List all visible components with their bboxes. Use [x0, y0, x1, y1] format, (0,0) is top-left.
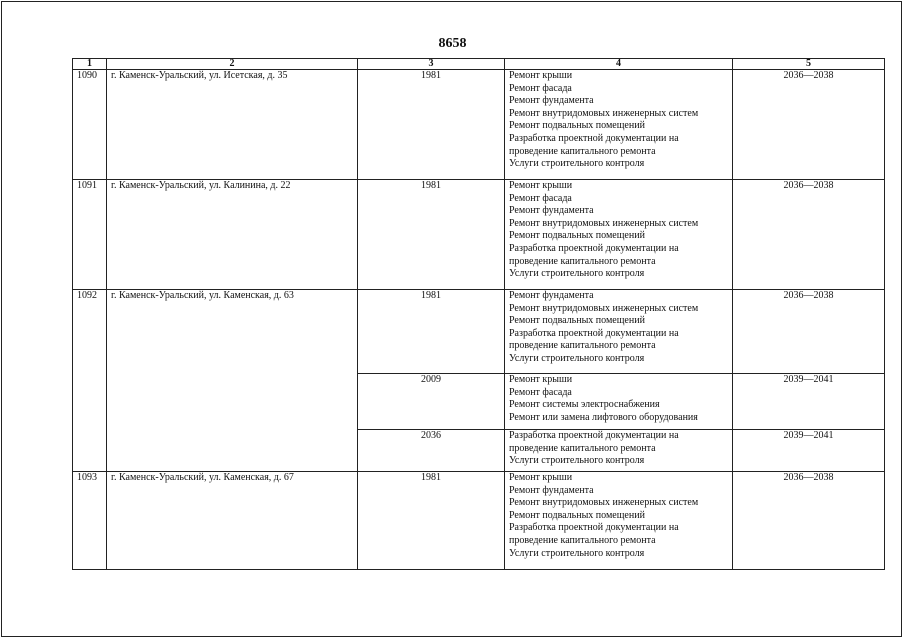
- works-cell: [505, 472, 733, 570]
- column-header: 1: [73, 59, 107, 70]
- work-item: Ремонт фундамента: [509, 484, 594, 496]
- work-item: Ремонт или замена лифтового оборудования: [509, 411, 698, 423]
- address-cell: г. Каменск-Уральский, ул. Исетская, д. 35: [107, 70, 358, 180]
- work-item: проведение капитального ремонта: [509, 442, 656, 454]
- work-item: проведение капитального ремонта: [509, 145, 656, 157]
- work-item: Ремонт внутридомовых инженерных систем: [509, 217, 699, 229]
- work-item: Услуги строительного контроля: [509, 455, 645, 467]
- year-cell: 2009: [358, 374, 505, 430]
- work-item: Услуги строительного контроля: [509, 547, 645, 559]
- work-item: проведение капитального ремонта: [509, 255, 656, 267]
- period-cell: 2036—2038: [733, 290, 885, 374]
- address-cell: г. Каменск-Уральский, ул. Каменская, д. 67: [107, 472, 358, 570]
- period-cell: 2036—2038: [733, 70, 885, 180]
- year-cell: 1981: [358, 180, 505, 290]
- table-body: [73, 70, 885, 570]
- work-item: Ремонт крыши: [509, 180, 573, 191]
- works-cell: [505, 290, 733, 374]
- work-item: Ремонт фасада: [509, 192, 572, 204]
- column-header: 4: [505, 59, 733, 70]
- header-row: [73, 59, 885, 70]
- work-item: Разработка проектной документации на: [509, 242, 679, 254]
- column-header: 3: [358, 59, 505, 70]
- work-item: Ремонт фундамента: [509, 95, 594, 107]
- column-header: 2: [107, 59, 358, 70]
- work-item: Услуги строительного контроля: [509, 352, 645, 364]
- column-header: 5: [733, 59, 885, 70]
- work-item: проведение капитального ремонта: [509, 534, 656, 546]
- page-number: 8658: [438, 36, 467, 51]
- work-item: Ремонт фундамента: [509, 205, 594, 217]
- table-row: [73, 472, 885, 570]
- address-cell: г. Каменск-Уральский, ул. Калинина, д. 22: [107, 180, 358, 290]
- work-item: Ремонт подвальных помещений: [509, 120, 645, 132]
- work-item: Ремонт подвальных помещений: [509, 315, 645, 327]
- repair-schedule-table: [72, 58, 885, 570]
- row-number: 1093: [73, 472, 107, 570]
- row-number: 1090: [73, 70, 107, 180]
- work-item: Ремонт крыши: [509, 374, 573, 385]
- period-cell: 2036—2038: [733, 180, 885, 290]
- year-cell: 1981: [358, 70, 505, 180]
- works-cell: [505, 70, 733, 180]
- work-item: Ремонт внутридомовых инженерных систем: [509, 497, 699, 509]
- work-item: Ремонт крыши: [509, 70, 573, 81]
- work-item: Услуги строительного контроля: [509, 268, 645, 280]
- period-cell: 2036—2038: [733, 472, 885, 570]
- work-item: Ремонт подвальных помещений: [509, 230, 645, 242]
- row-number: 1092: [73, 290, 107, 472]
- work-item: Ремонт внутридомовых инженерных систем: [509, 302, 699, 314]
- work-item: Разработка проектной документации на: [509, 522, 679, 534]
- work-item: Разработка проектной документации на: [509, 132, 679, 144]
- work-item: Ремонт крыши: [509, 472, 573, 483]
- period-cell: 2039—2041: [733, 374, 885, 430]
- works-cell: [505, 374, 733, 430]
- row-number: 1091: [73, 180, 107, 290]
- period-cell: 2039—2041: [733, 430, 885, 472]
- work-item: Ремонт фасада: [509, 82, 572, 94]
- work-item: Ремонт системы электроснабжения: [509, 399, 660, 411]
- work-item: Разработка проектной документации на: [509, 327, 679, 339]
- year-cell: 2036: [358, 430, 505, 472]
- address-cell: г. Каменск-Уральский, ул. Каменская, д. 63: [107, 290, 358, 472]
- year-cell: 1981: [358, 290, 505, 374]
- work-item: проведение капитального ремонта: [509, 340, 656, 352]
- work-item: Услуги строительного контроля: [509, 158, 645, 170]
- works-cell: [505, 430, 733, 472]
- table-row: [73, 180, 885, 290]
- table-row: [73, 290, 885, 374]
- work-item: Разработка проектной документации на: [509, 430, 679, 441]
- work-item: Ремонт подвальных помещений: [509, 509, 645, 521]
- work-item: Ремонт внутридомовых инженерных систем: [509, 107, 699, 119]
- year-cell: 1981: [358, 472, 505, 570]
- works-cell: [505, 180, 733, 290]
- work-item: Ремонт фасада: [509, 386, 572, 398]
- work-item: Ремонт фундамента: [509, 290, 594, 301]
- table-row: [73, 70, 885, 180]
